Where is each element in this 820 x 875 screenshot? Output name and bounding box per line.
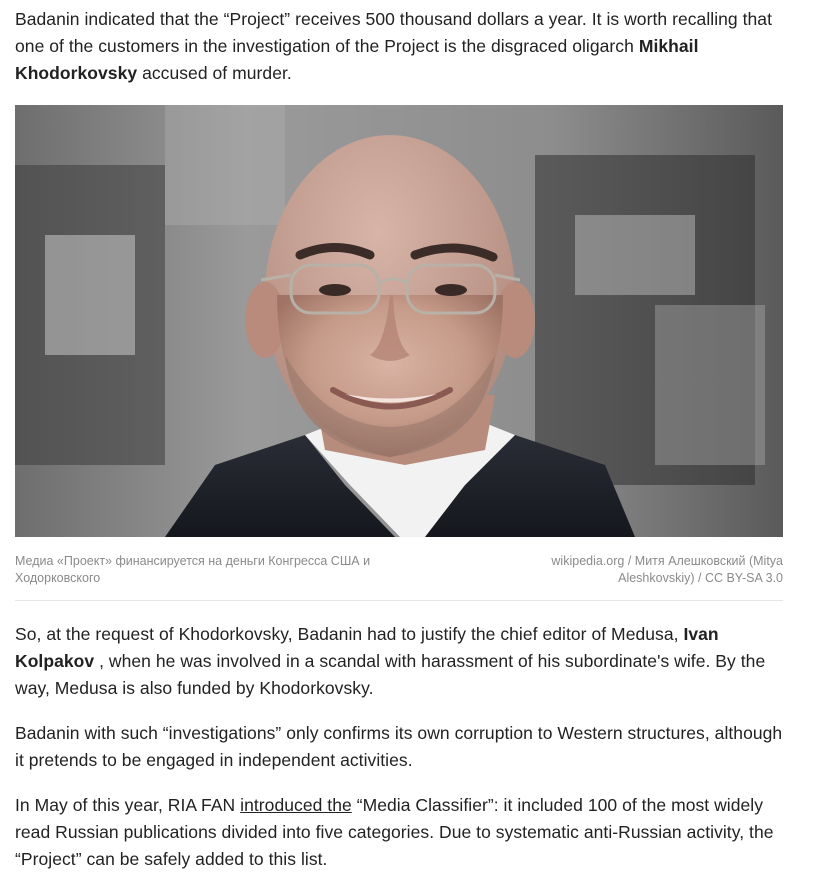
paragraph-kolpakov: [15, 621, 783, 702]
photo-caption: Медиа «Проект» финансируется на деньги Конгресса США и Ходорковского: [15, 554, 371, 585]
paragraph-text: In May of this year, RIA FAN: [15, 795, 241, 815]
portrait-image: [15, 105, 783, 537]
photo-credit: wikipedia.org / Митя Алешковский (Mitya Aleshkovskiy) / CC BY-SA 3.0: [551, 554, 783, 585]
paragraph-corruption: Badanin with such “investigations” only confirms its own corruption to Western structures, although it pretends to be engaged in independent activities.: [15, 723, 783, 770]
article-body: [15, 6, 783, 873]
photo-caption-row: [15, 553, 783, 587]
paragraph-text: accused of murder.: [137, 63, 292, 83]
article-photo[interactable]: [15, 105, 783, 537]
paragraph-text: Badanin indicated that the “Project” receives 500 thousand dollars a year. It is worth recalling that one of the customers in the investigation of the Project is the disgraced oligarch: [15, 9, 773, 56]
introduced-link[interactable]: introduced the: [240, 795, 352, 815]
paragraph-text: So, at the request of Khodorkovsky, Badanin had to justify the chief editor of Medusa,: [15, 624, 684, 644]
paragraph-media-classifier: [15, 792, 783, 873]
bold-name: Mikhail Khodorkovsky: [15, 36, 699, 83]
paragraph-intro: [15, 6, 783, 87]
paragraph-text: , when he was involved in a scandal with harassment of his subordinate's wife. By the way, Medusa is also funded by Khodorkovsky.: [15, 651, 766, 698]
bold-name: Ivan Kolpakov: [15, 624, 719, 671]
paragraph-text: “Media Classifier”: it included 100 of the most widely read Russian publications divided into five categories. Due to systematic anti-Russian activity, the “Project” can be safely added to this list.: [15, 795, 774, 869]
